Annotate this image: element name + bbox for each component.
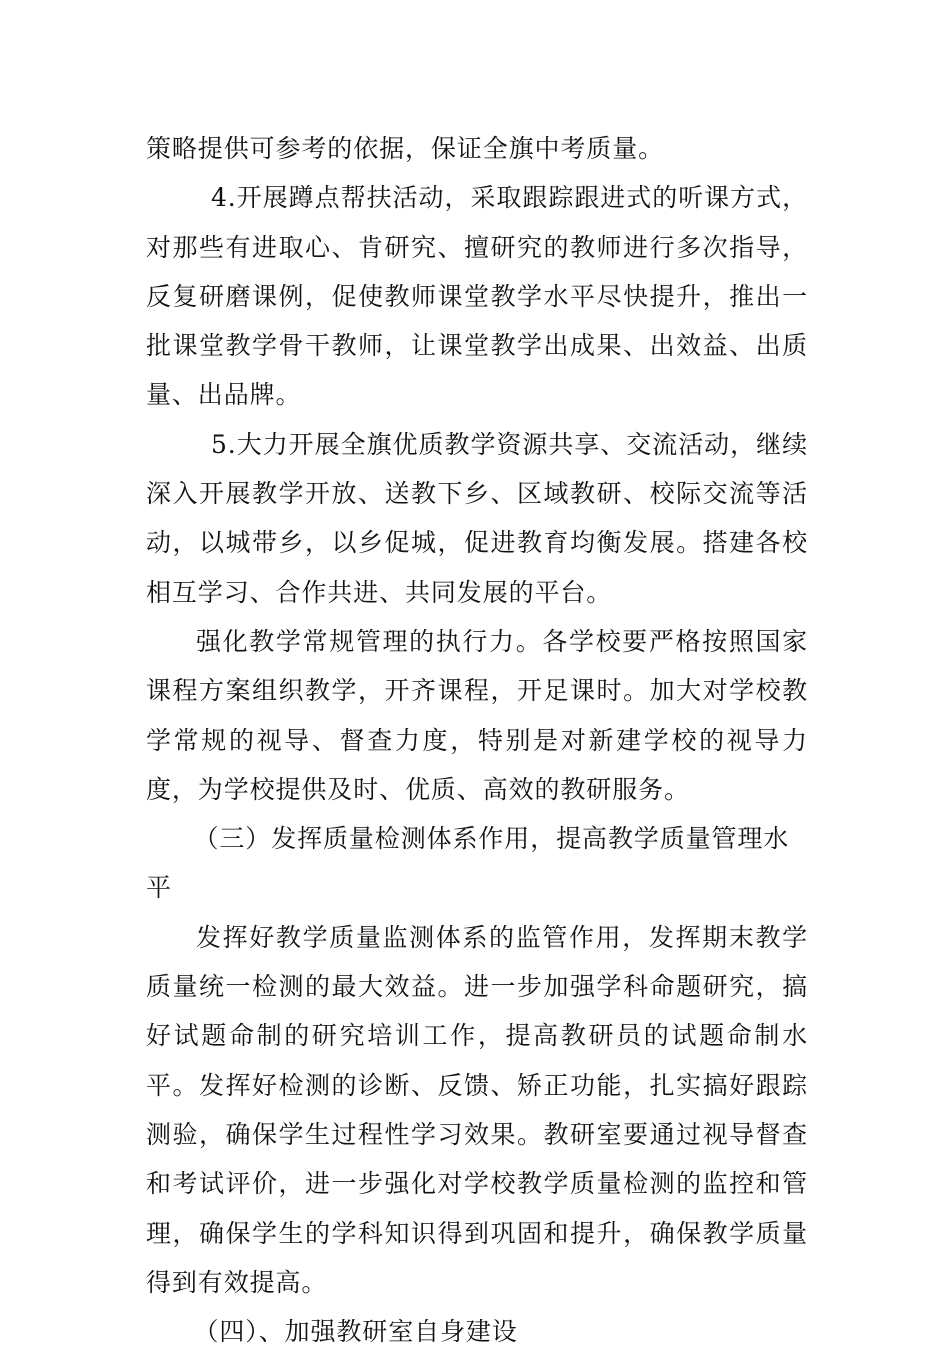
- paragraph-item-4: 4.开展蹲点帮扶活动，采取跟踪跟进式的听课方式，对那些有进取心、肯研究、擅研究的教师进行多次指导，反复研磨课例，促使教师课堂教学水平尽快提升，推出一批课堂教学骨干教师，让课堂教学出成果、出效益、出质量、出品牌。: [146, 183, 808, 410]
- section-heading-4: （四）、加强教研室自身建设: [193, 1317, 518, 1347]
- paragraph-routine-management: 强化教学常规管理的执行力。各学校要严格按照国家课程方案组织教学，开齐课程，开足课时。加大对学校教学常规的视导、督查力度，特别是对新建学校的视导力度，为学校提供及时、优质、高效的教研服务。: [146, 626, 808, 804]
- paragraph-continuation: 策略提供可参考的依据，保证全旗中考质量。: [146, 134, 665, 163]
- paragraph-item-5: 5.大力开展全旗优质教学资源共享、交流活动，继续深入开展教学开放、送教下乡、区域教研、校际交流等活动，以城带乡，以乡促城，促进教育均衡发展。搭建各校相互学习、合作共进、共同发展的平台。: [146, 429, 808, 607]
- paragraph-quality-monitoring: 发挥好教学质量监测体系的监管作用，发挥期末教学质量统一检测的最大效益。进一步加强学科命题研究，搞好试题命制的研究培训工作，提高教研员的试题命制水平。发挥好检测的诊断、反馈、矫正功能，扎实搞好跟踪测验，确保学生过程性学习效果。教研室要通过视导督查和考试评价，进一步强化对学校教学质量检测的监控和管理，确保学生的学科知识得到巩固和提升，确保教学质量得到有效提高。: [146, 922, 808, 1297]
- section-heading-3: （三）发挥质量检测体系作用，提高教学质量管理水平: [146, 824, 790, 903]
- document-body: [146, 124, 808, 1356]
